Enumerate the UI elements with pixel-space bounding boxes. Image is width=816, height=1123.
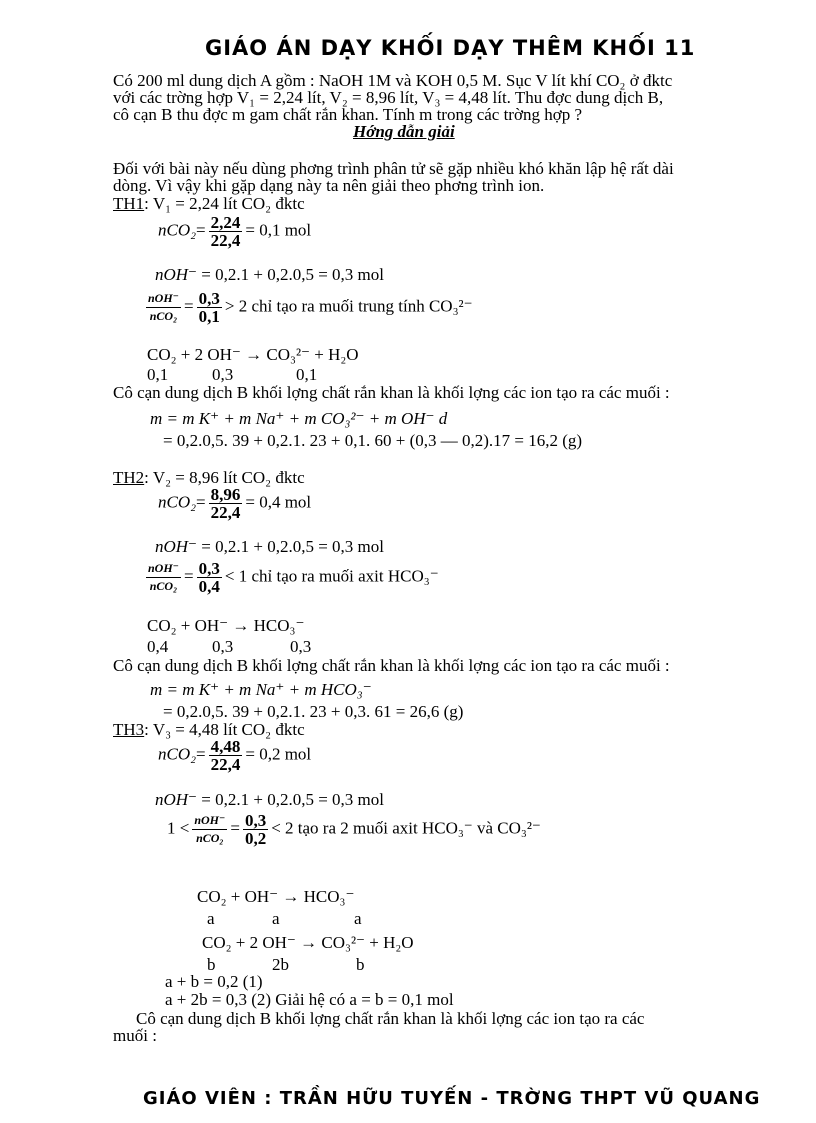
equals-sign: = — [196, 492, 206, 512]
problem-line-2: với các trờng hợp V₁ = 2,24 lít, V₂ = 8,96 lít, V₃ = 4,48 lít. Thu đợc dung dịch B, — [113, 88, 664, 107]
case-3-eq1-amount-1: a — [207, 909, 215, 928]
case-3-heading-rest: : V₃ = 4,48 lít CO₂ đktc — [144, 720, 305, 739]
case-3-final-line-2: muối : — [113, 1026, 157, 1045]
case-3-eq1-amount-3: a — [354, 909, 362, 928]
intro-line-1: Đối với bài này nếu dùng phơng trình phân tử sẽ gặp nhiều khó khăn lập hệ rất dài — [113, 159, 674, 178]
nco2-fraction — [209, 738, 243, 773]
ratio-symbol-fraction — [146, 560, 181, 595]
ratio-symbol-fraction — [146, 290, 181, 325]
case-2-ratio — [143, 560, 439, 595]
ratio-text: < 1 chỉ tạo ra muối axit HCO₃⁻ — [224, 566, 439, 586]
nco2-result: = 0,1 mol — [245, 220, 312, 240]
ratio-value-num: 0,3 — [198, 289, 220, 308]
case-1-amount-1: 0,1 — [147, 365, 169, 384]
case-1-heading — [113, 195, 305, 213]
case-1-nco2 — [158, 214, 311, 249]
case-3-ratio — [167, 812, 541, 847]
equals-sign: = — [184, 566, 194, 586]
nco2-result: = 0,2 mol — [245, 744, 312, 764]
ratio-symbol-den: nCO₂ — [149, 579, 178, 593]
fraction-denominator: 22,4 — [210, 503, 241, 522]
nco2-symbol: nCO₂ — [158, 744, 197, 764]
case-1-amount-3: 0,1 — [296, 365, 318, 384]
case-2-amount-2: 0,3 — [212, 637, 234, 656]
case-3-eq1-amount-2: a — [272, 909, 280, 928]
case-1-label: TH1 — [113, 194, 145, 213]
equals-sign: = — [230, 818, 240, 838]
case-3-eq2-amount-3: b — [356, 955, 365, 974]
case-3-eq2-amount-1: b — [207, 955, 216, 974]
case-3-system-1: a + b = 0,2 (1) — [165, 972, 263, 991]
ratio-text: > 2 chỉ tạo ra muối trung tính CO₃²⁻ — [224, 296, 473, 316]
intro-line-2: dòng. Vì vậy khi gặp dạng này ta nên giải theo phơng trình ion. — [113, 176, 545, 195]
fraction-numerator: 2,24 — [210, 213, 241, 232]
ratio-value-den: 0,4 — [198, 577, 220, 596]
ratio-symbol-num: nOH⁻ — [146, 560, 181, 578]
case-1-mass-calc: = 0,2.0,5. 39 + 0,2.1. 23 + 0,1. 60 + (0,3 — 0,2).17 = 16,2 (g) — [163, 431, 583, 450]
case-2-noh — [155, 538, 384, 556]
case-2-heading-rest: : V₂ = 8,96 lít CO₂ đktc — [144, 468, 305, 487]
case-3-noh — [155, 791, 384, 809]
case-1-equation: CO₂ + 2 OH⁻ → CO₃²⁻ + H₂O — [147, 345, 359, 364]
fraction-denominator: 22,4 — [210, 755, 241, 774]
nco2-symbol: nCO₂ — [158, 492, 197, 512]
fraction-numerator: 4,48 — [210, 737, 241, 756]
problem-line-1: Có 200 ml dung dịch A gồm : NaOH 1M và KOH 0,5 M. Sục V lít khí CO₂ ở đktc — [113, 71, 673, 90]
case-2-amount-1: 0,4 — [147, 637, 169, 656]
case-2-mass-intro: Cô cạn dung dịch B khối lợng chất rắn khan là khối lợng các ion tạo ra các muối : — [113, 656, 670, 675]
case-3-eq2-amount-2: 2b — [272, 955, 289, 974]
case-3-equation-1: CO₂ + OH⁻ → HCO₃⁻ — [197, 887, 355, 906]
case-3-system-2: a + 2b = 0,3 (2) Giải hệ có a = b = 0,1 mol — [165, 990, 454, 1009]
case-2-label: TH2 — [113, 468, 145, 487]
footer-teacher: GIÁO VIÊN : TRẦN HỮU TUYẾN - TRỜNG THPT VŨ QUANG — [143, 1088, 761, 1109]
case-3-label: TH3 — [113, 720, 145, 739]
noh-result: = 0,2.1 + 0,2.0,5 = 0,3 mol — [201, 265, 384, 284]
nco2-fraction — [209, 214, 243, 249]
case-3-heading — [113, 721, 305, 739]
ratio-value-num: 0,3 — [244, 811, 267, 830]
ratio-symbol-fraction — [192, 812, 227, 847]
ratio-text: < 2 tạo ra 2 muối axit HCO₃⁻ và CO₃²⁻ — [271, 818, 541, 838]
noh-symbol: nOH⁻ — [155, 537, 198, 556]
ratio-value-fraction — [243, 812, 268, 847]
noh-symbol: nOH⁻ — [155, 265, 198, 284]
ratio-value-num: 0,3 — [198, 559, 220, 578]
noh-result: = 0,2.1 + 0,2.0,5 = 0,3 mol — [201, 790, 384, 809]
ratio-symbol-den: nCO₂ — [149, 309, 178, 323]
case-2-mass-calc: = 0,2.0,5. 39 + 0,2.1. 23 + 0,3. 61 = 26,6 (g) — [163, 702, 464, 721]
case-1-mass-intro: Cô cạn dung dịch B khối lợng chất rắn khan là khối lợng các ion tạo ra các muối : — [113, 383, 670, 402]
case-2-mass-formula: m = m K⁺ + m Na⁺ + m HCO₃⁻ — [150, 680, 372, 699]
case-2-amount-3: 0,3 — [290, 637, 312, 656]
case-3-equation-2: CO₂ + 2 OH⁻ → CO₃²⁻ + H₂O — [202, 933, 414, 952]
ratio-symbol-num: nOH⁻ — [192, 812, 227, 830]
nco2-result: = 0,4 mol — [245, 492, 312, 512]
noh-result: = 0,2.1 + 0,2.0,5 = 0,3 mol — [201, 537, 384, 556]
nco2-fraction — [209, 486, 243, 521]
page-title: GIÁO ÁN DẠY KHỐI DẠY THÊM KHỐI 11 — [205, 36, 696, 60]
nco2-symbol: nCO₂ — [158, 220, 197, 240]
fraction-numerator: 8,96 — [210, 485, 241, 504]
case-1-amount-2: 0,3 — [212, 365, 234, 384]
equals-sign: = — [196, 220, 206, 240]
case-3-final-line-1: Cô cạn dung dịch B khối lợng chất rắn khan là khối lợng các ion tạo ra các — [136, 1009, 645, 1028]
case-1-mass-formula: m = m K⁺ + m Na⁺ + m CO₃²⁻ + m OH⁻ d — [150, 409, 448, 428]
ratio-value-fraction — [197, 560, 222, 595]
equals-sign: = — [184, 296, 194, 316]
case-1-heading-rest: : V₁ = 2,24 lít CO₂ đktc — [144, 194, 305, 213]
guide-heading: Hớng dẫn giải — [353, 122, 455, 141]
case-2-heading — [113, 469, 305, 487]
case-1-ratio — [143, 290, 473, 325]
ratio-symbol-den: nCO₂ — [196, 831, 224, 845]
fraction-denominator: 22,4 — [210, 231, 241, 250]
problem-line-3: cô cạn B thu đợc m gam chất rắn khan. Tính m trong các trờng hợp ? — [113, 105, 582, 124]
case-3-nco2 — [158, 738, 311, 773]
ratio-symbol-num: nOH⁻ — [146, 290, 181, 308]
case-2-equation: CO₂ + OH⁻ → HCO₃⁻ — [147, 616, 305, 635]
ratio-value-fraction — [197, 290, 222, 325]
case-1-noh — [155, 266, 384, 284]
noh-symbol: nOH⁻ — [155, 790, 198, 809]
ratio-value-den: 0,1 — [198, 307, 220, 326]
case-2-nco2 — [158, 486, 311, 521]
ratio-prefix: 1 < — [167, 818, 190, 838]
equals-sign: = — [196, 744, 206, 764]
ratio-value-den: 0,2 — [244, 829, 267, 848]
